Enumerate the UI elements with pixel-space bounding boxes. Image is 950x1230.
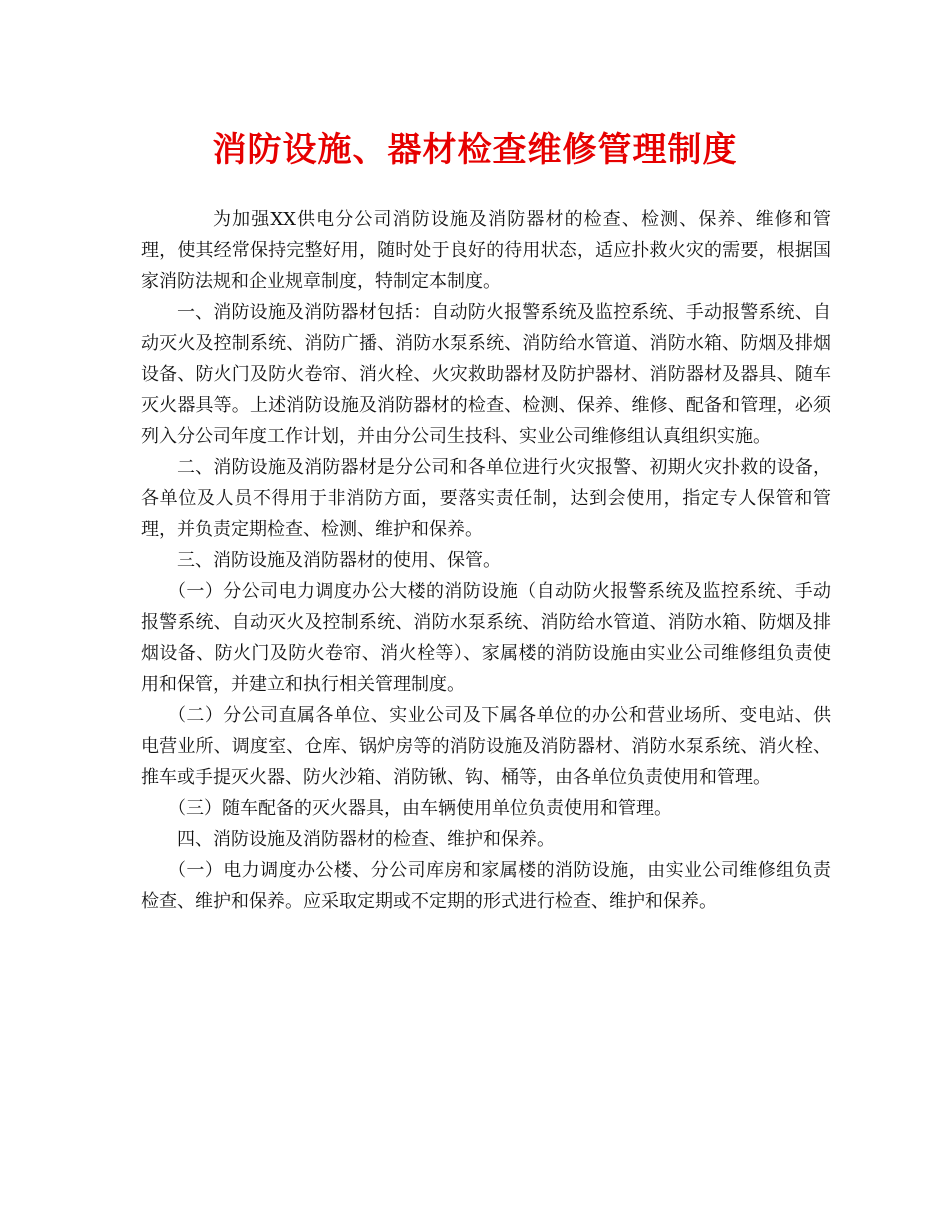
section-three-heading: 三、消防设施及消防器材的使用、保管。: [177, 550, 501, 571]
section-four-item-one: （一）电力调度办公楼、分公司库房和家属楼的消防设施，由实业公司维修组负责检查、维护和保养。应采取定期或不定期的形式进行检查、维护和保养。: [141, 860, 831, 912]
section-two-paragraph: 二、消防设施及消防器材是分公司和各单位进行火灾报警、初期火灾扑救的设备，各单位及人员不得用于非消防方面，要落实责任制，达到会使用，指定专人保管和管理，并负责定期检查、检测、维护和保养。: [141, 457, 831, 540]
section-three-item-one: （一）分公司电力调度办公大楼的消防设施（自动防火报警系统及监控系统、手动报警系统、自动灭火及控制系统、消防水泵系统、消防给水管道、消防水箱、防烟及排烟设备、防火门及防火卷帘、消火栓等）、家属楼的消防设施由实业公司维修组负责使用和保管，并建立和执行相关管理制度。: [141, 581, 831, 695]
document-title: 消防设施、器材检查维修管理制度: [212, 130, 738, 170]
section-four-heading: 四、消防设施及消防器材的检查、维护和保养。: [177, 829, 555, 850]
section-three-item-three: （三）随车配备的灭火器具，由车辆使用单位负责使用和管理。: [168, 798, 672, 819]
document-body: [141, 204, 831, 917]
section-one-paragraph: 一、消防设施及消防器材包括：自动防火报警系统及监控系统、手动报警系统、自动灭火及控制系统、消防广播、消防水泵系统、消防给水管道、消防水箱、防烟及排烟设备、防火门及防火卷帘、消火栓、火灾救助器材及防护器材、消防器材及器具、随车灭火器具等。上述消防设施及消防器材的检查、检测、保养、维修、配备和管理，必须列入分公司年度工作计划，并由分公司生技科、实业公司维修组认真组织实施。: [141, 302, 831, 447]
intro-paragraph: 为加强XX供电分公司消防设施及消防器材的检查、检测、保养、维修和管理，使其经常保持完整好用，随时处于良好的待用状态，适应扑救火灾的需要，根据国家消防法规和企业规章制度，特制定本制度。: [141, 209, 831, 292]
section-three-item-two: （二）分公司直属各单位、实业公司及下属各单位的办公和营业场所、变电站、供电营业所、调度室、仓库、锅炉房等的消防设施及消防器材、消防水泵系统、消火栓、推车或手提灭火器、防火沙箱、消防锹、钩、桶等，由各单位负责使用和管理。: [141, 705, 831, 788]
